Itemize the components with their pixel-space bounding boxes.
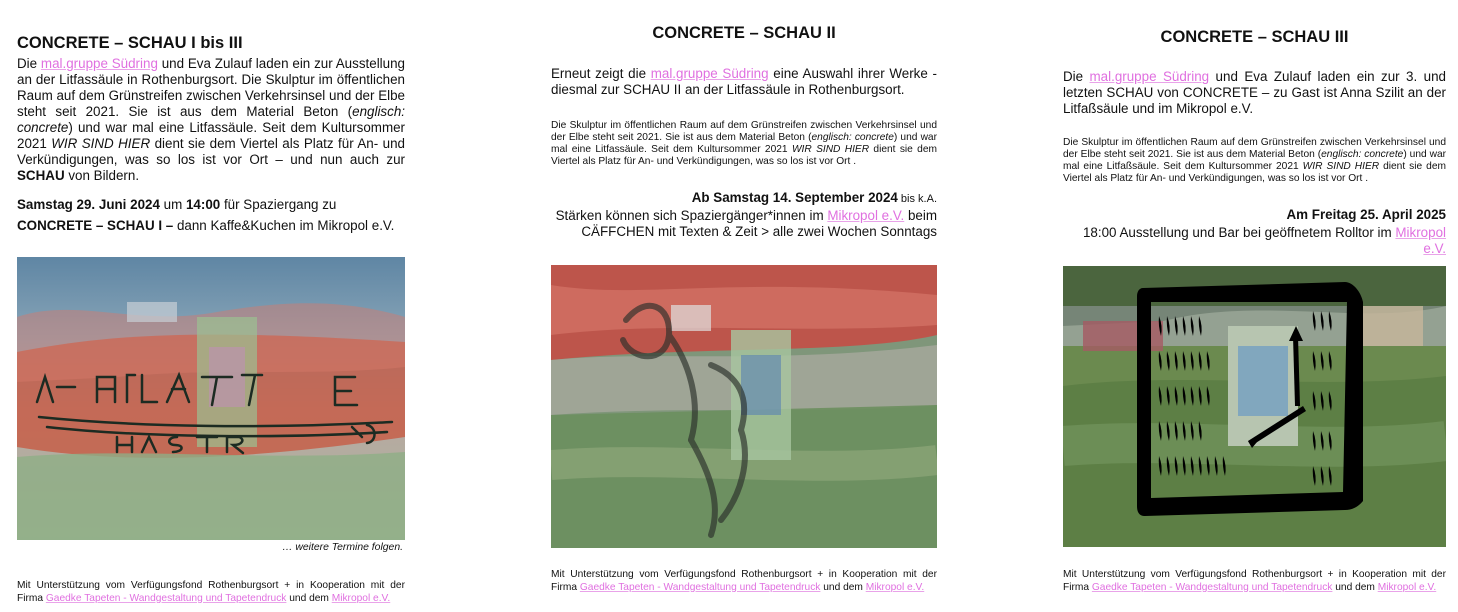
gaedke-link[interactable]: Gaedke Tapeten - Wandgestaltung und Tapetendruck — [45, 592, 287, 604]
panel-1-intro: Die mal.gruppe Südring und Eva Zulauf laden ein zur Ausstellung an der Litfassäule in Rothenburgsort. Die Skulptur im öffentlichen Raum auf dem Grünstreifen zwischen Verkehrsinsel und der Elbe steht seit 2021. Sie ist aus dem Material Beton (englisch: concrete) und war mal eine Litfassäule. Seit dem Kultursommer 2021 WIR SIND HIER dient sie dem Viertel als Platz für An- und Verkündigungen, was so los ist vor Ort – und nun auch zur SCHAU von Bildern. — [17, 56, 405, 183]
panel-2-cafe-info: Stärken können sich Spaziergänger*innen im Mikropol e.V. beim CÄFFCHEN mit Texten & Zeit > alle zwei Wochen Sonntags — [555, 208, 937, 239]
panel-2-title: CONCRETE – SCHAU II — [652, 24, 836, 42]
panel-2-footer: Mit Unterstützung vom Verfügungsfond Rothenburgsort + in Kooperation mit der Firma Gaedke Tapeten - Wandgestaltung und Tapetendruck und dem Mikropol e.V. — [551, 569, 937, 593]
panel-2-intro: Erneut zeigt die mal.gruppe Südring eine Auswahl ihrer Werke - diesmal zur SCHAU II an der Litfassäule in Rothenburgsort. — [551, 66, 937, 97]
panel-1-caption: … weitere Termine folgen. — [282, 542, 403, 553]
artwork-photo-3 — [1063, 266, 1446, 547]
mal-gruppe-link[interactable]: mal.gruppe Südring — [40, 56, 158, 71]
mikropol-link[interactable]: Mikropol e.V. — [865, 581, 925, 593]
mikropol-link[interactable]: Mikropol e.V. — [331, 592, 391, 604]
panel-1-event: Samstag 29. Juni 2024 um 14:00 für Spaziergang zu CONCRETE – SCHAU I – dann Kaffe&Kuchen im Mikropol e.V. — [17, 197, 395, 233]
panel-3-title: CONCRETE – SCHAU III — [1160, 28, 1349, 46]
gaedke-link[interactable]: Gaedke Tapeten - Wandgestaltung und Tapetendruck — [579, 581, 821, 593]
panel-1-title: CONCRETE – SCHAU I bis III — [17, 34, 243, 52]
panel-3-footer: Mit Unterstützung vom Verfügungsfond Rothenburgsort + in Kooperation mit der Firma Gaedke Tapeten - Wandgestaltung und Tapetendruck und dem Mikropol e.V. — [1063, 569, 1446, 593]
artwork-photo-2 — [551, 265, 937, 548]
mikropol-link[interactable]: Mikropol e.V. — [1377, 581, 1437, 593]
mikropol-link[interactable]: Mikropol e.V. — [827, 208, 905, 223]
panel-3-date: Am Freitag 25. April 2025 — [1286, 207, 1446, 222]
gaedke-link[interactable]: Gaedke Tapeten - Wandgestaltung und Tapetendruck — [1091, 581, 1333, 593]
mikropol-link[interactable]: Mikropol e.V. — [1395, 225, 1446, 256]
panel-2-date: Ab Samstag 14. September 2024 bis k.A. — [691, 190, 937, 205]
panel-1-footer: Mit Unterstützung vom Verfügungsfond Rothenburgsort + in Kooperation mit der Firma Gaedke Tapeten - Wandgestaltung und Tapetendruck und dem Mikropol e.V. — [17, 580, 405, 604]
panel-3-description: Die Skulptur im öffentlichen Raum auf dem Grünstreifen zwischen Verkehrsinsel und der Elbe steht seit 2021. Sie ist aus dem Material Beton (englisch: concrete) und war mal eine Litfaßsäule. Seit dem Kultursommer 2021 WIR SIND HIER dient sie dem Viertel als Platz für An- und Verkündigungen, was so los ist vor Ort . — [1063, 137, 1446, 185]
panel-3-event-info: 18:00 Ausstellung und Bar bei geöffnetem Rolltor im Mikropol e.V. — [1082, 225, 1446, 256]
panel-3-intro: Die mal.gruppe Südring und Eva Zulauf laden ein zur 3. und letzten SCHAU von CONCRETE – zu Gast ist Anna Szilit an der Litfaßsäule und im Mikropol e.V. — [1063, 69, 1446, 116]
artwork-photo-1 — [17, 257, 405, 540]
mal-gruppe-link[interactable]: mal.gruppe Südring — [1089, 69, 1210, 84]
panel-2-description: Die Skulptur im öffentlichen Raum auf dem Grünstreifen zwischen Verkehrsinsel und der Elbe steht seit 2021. Sie ist aus dem Material Beton (englisch: concrete) und war mal eine Litfassäule. Seit dem Kultursommer 2021 WIR SIND HIER dient sie dem Viertel als Platz für An- und Verkündigungen, was so los ist vor Ort . — [551, 120, 937, 168]
mal-gruppe-link[interactable]: mal.gruppe Südring — [650, 66, 769, 81]
